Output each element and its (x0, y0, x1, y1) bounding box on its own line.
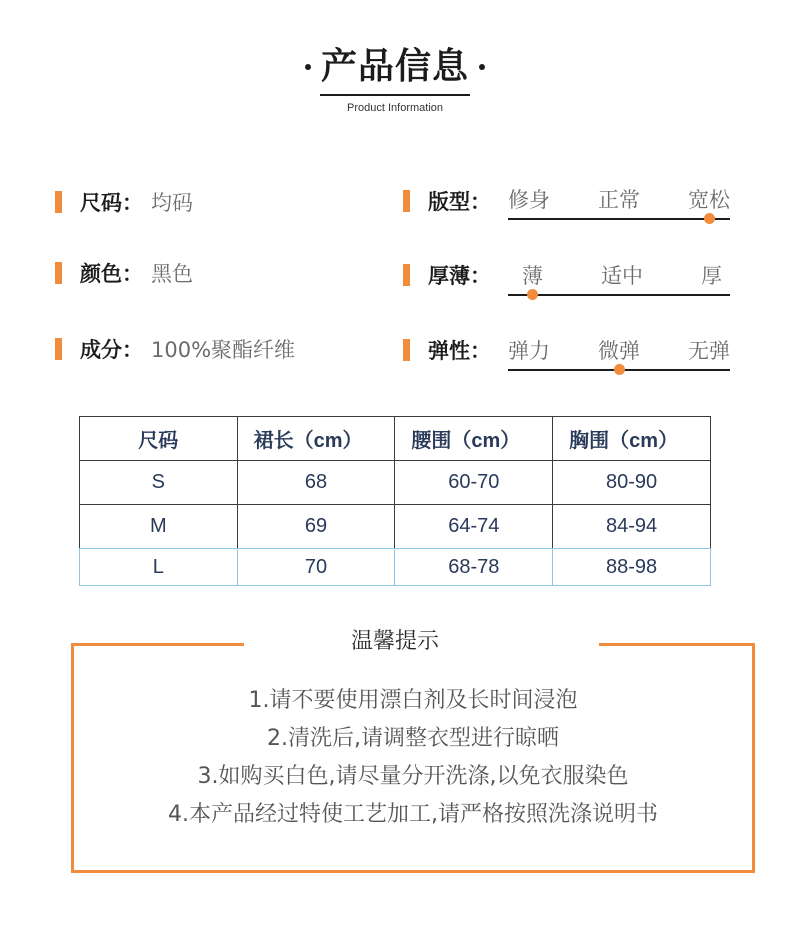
table-cell: 69 (237, 505, 395, 549)
tips-list (71, 682, 755, 834)
info-material (55, 334, 295, 364)
tip-item: 4.本产品经过特使工艺加工,请严格按照洗涤说明书 (168, 802, 658, 827)
table-header-row (80, 417, 711, 461)
scale-thickness-options (508, 260, 730, 290)
info-material-value: 100%聚酯纤维 (151, 338, 296, 362)
scale-marker (527, 289, 538, 300)
table-cell: 68-78 (395, 549, 553, 586)
scale-elasticity (508, 335, 730, 375)
tips-title: 温馨提示 (350, 629, 439, 654)
scale-option: 正常 (598, 188, 640, 212)
table-row (80, 549, 711, 586)
scale-fit-options (508, 184, 730, 214)
info-size-value: 均码 (151, 191, 193, 215)
scale-elasticity-label: 弹性： (428, 339, 491, 363)
scale-fit-label: 版型： (428, 190, 491, 214)
table-cell: 60-70 (395, 461, 553, 505)
info-color-value: 黑色 (151, 262, 193, 286)
accent-bar (55, 191, 62, 213)
table-header-cell: 胸围（cm） (553, 417, 711, 461)
scale-line (508, 218, 730, 220)
table-cell: L (80, 549, 238, 586)
info-size-label: 尺码： (80, 191, 143, 215)
table-row (80, 461, 711, 505)
accent-bar (55, 338, 62, 360)
accent-bar (55, 262, 62, 284)
scale-option: 厚 (701, 264, 722, 288)
scale-option: 无弹 (688, 339, 730, 363)
table-cell: S (80, 461, 238, 505)
scale-elasticity-label-group (403, 335, 491, 365)
scale-marker (614, 364, 625, 375)
page-subtitle: Product Information (347, 102, 443, 114)
scale-option: 修身 (508, 188, 550, 212)
title-underline (320, 94, 470, 96)
page-title: 产品信息 (320, 46, 469, 87)
scale-elasticity-options (508, 335, 730, 365)
table-header-cell: 腰围（cm） (395, 417, 553, 461)
table-cell: 68 (237, 461, 395, 505)
table-header-cell: 裙长（cm） (237, 417, 395, 461)
table-cell: 64-74 (395, 505, 553, 549)
accent-bar (403, 264, 410, 286)
accent-bar (403, 190, 410, 212)
tip-item: 3.如购买白色,请尽量分开洗涤,以免衣服染色 (197, 764, 629, 789)
scale-thickness (508, 260, 730, 300)
tip-item: 1.请不要使用漂白剂及长时间浸泡 (248, 688, 578, 713)
info-color-label: 颜色： (80, 262, 143, 286)
info-size (55, 187, 193, 217)
scale-thickness-label-group (403, 260, 491, 290)
table-row (80, 505, 711, 549)
table-cell: 70 (237, 549, 395, 586)
title-dot-right (479, 64, 485, 70)
info-material-label: 成分： (80, 338, 143, 362)
table-cell: 84-94 (553, 505, 711, 549)
title-dot-left (305, 64, 311, 70)
scale-option: 宽松 (688, 188, 730, 212)
table-cell: M (80, 505, 238, 549)
table-cell: 88-98 (553, 549, 711, 586)
scale-option: 适中 (601, 264, 643, 288)
tip-item: 2.清洗后,请调整衣型进行晾晒 (267, 726, 559, 751)
scale-fit (508, 184, 730, 224)
size-table (79, 416, 711, 586)
scale-fit-label-group (403, 186, 491, 216)
table-header-cell: 尺码 (80, 417, 238, 461)
scale-option: 弹力 (508, 339, 550, 363)
scale-option: 微弹 (598, 339, 640, 363)
table-cell: 80-90 (553, 461, 711, 505)
scale-option: 薄 (522, 264, 543, 288)
scale-line (508, 294, 730, 296)
scale-marker (704, 213, 715, 224)
title-row (0, 40, 790, 94)
scale-thickness-label: 厚薄： (428, 264, 491, 288)
accent-bar (403, 339, 410, 361)
page-header (0, 40, 790, 114)
info-color (55, 258, 193, 288)
